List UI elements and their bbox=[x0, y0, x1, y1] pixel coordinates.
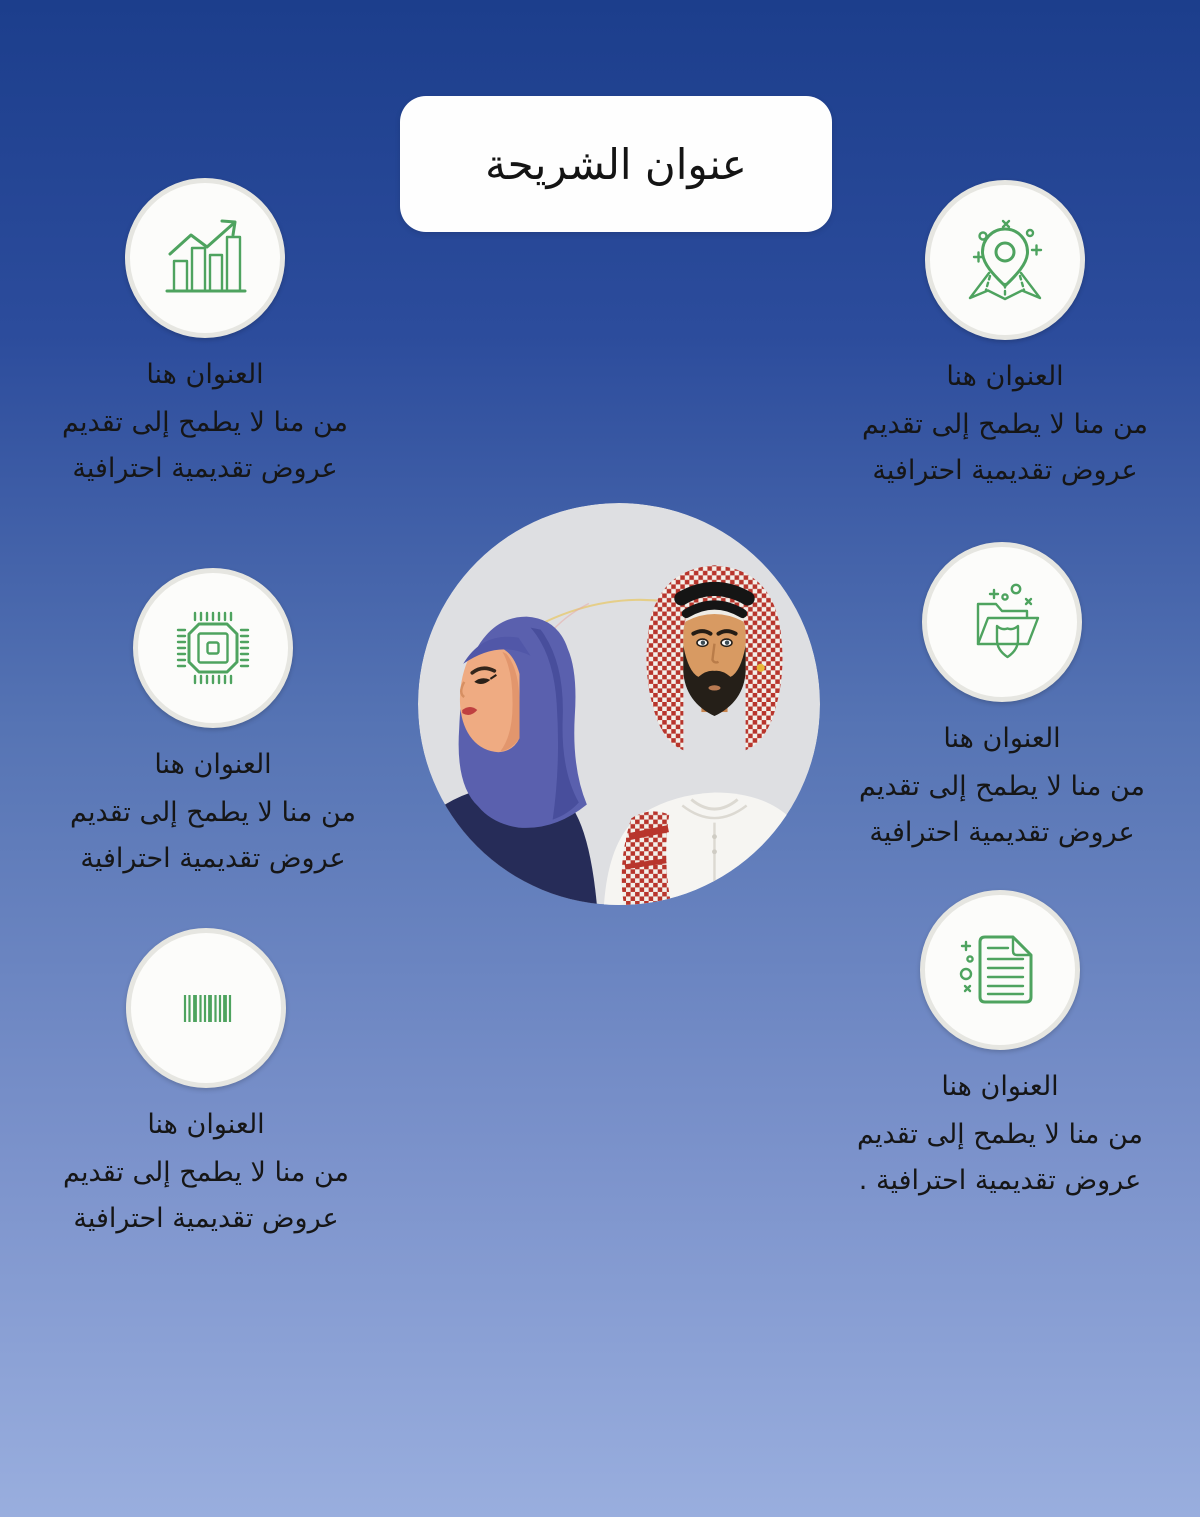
feature-body-line2: عروض تقديمية احترافية bbox=[80, 843, 346, 874]
saudi-woman-and-man-illustration-svg bbox=[418, 503, 820, 905]
feature-body-line1: من منا لا يطمح إلى تقديم bbox=[859, 771, 1145, 802]
feature-body bbox=[70, 790, 356, 882]
feature-body-line2: عروض تقديمية احترافية . bbox=[858, 1165, 1142, 1196]
feature-body bbox=[862, 402, 1148, 494]
feature-body-line2: عروض تقديمية احترافية bbox=[73, 1203, 339, 1234]
feature-body bbox=[62, 400, 348, 492]
feature-body bbox=[63, 1150, 349, 1242]
slide-title: عنوان الشريحة bbox=[485, 139, 747, 189]
feature-body bbox=[857, 1112, 1143, 1204]
feature-body-line1: من منا لا يطمح إلى تقديم bbox=[62, 407, 348, 438]
feature-body-line1: من منا لا يطمح إلى تقديم bbox=[70, 797, 356, 828]
feature-cpu-chip bbox=[33, 568, 393, 882]
feature-title: العنوان هنا bbox=[946, 361, 1064, 392]
feature-body-line1: من منا لا يطمح إلى تقديم bbox=[862, 409, 1148, 440]
feature-map-pin bbox=[825, 180, 1185, 494]
feature-folder-shield bbox=[822, 542, 1182, 856]
barcode-icon-badge bbox=[126, 928, 286, 1088]
feature-title: العنوان هنا bbox=[154, 749, 272, 780]
center-couple-illustration bbox=[418, 503, 820, 905]
feature-barcode bbox=[26, 928, 386, 1242]
feature-title: العنوان هنا bbox=[146, 359, 264, 390]
feature-document bbox=[820, 890, 1180, 1204]
feature-body-line2: عروض تقديمية احترافية bbox=[869, 817, 1135, 848]
growth-chart-icon-badge bbox=[125, 178, 285, 338]
feature-body bbox=[859, 764, 1145, 856]
feature-growth-chart bbox=[25, 178, 385, 492]
feature-title: العنوان هنا bbox=[943, 723, 1061, 754]
feature-title: العنوان هنا bbox=[941, 1071, 1059, 1102]
feature-body-line2: عروض تقديمية احترافية bbox=[72, 453, 338, 484]
document-icon-badge bbox=[920, 890, 1080, 1050]
map-pin-icon bbox=[957, 212, 1053, 308]
document-icon bbox=[952, 922, 1048, 1018]
barcode-icon bbox=[158, 960, 254, 1056]
cpu-chip-icon-badge bbox=[133, 568, 293, 728]
feature-body-line1: من منا لا يطمح إلى تقديم bbox=[63, 1157, 349, 1188]
growth-chart-icon bbox=[157, 210, 253, 306]
feature-title: العنوان هنا bbox=[147, 1109, 265, 1140]
cpu-chip-icon bbox=[165, 600, 261, 696]
feature-body-line1: من منا لا يطمح إلى تقديم bbox=[857, 1119, 1143, 1150]
slide-title-card bbox=[400, 96, 832, 232]
folder-shield-icon bbox=[954, 574, 1050, 670]
folder-shield-icon-badge bbox=[922, 542, 1082, 702]
map-pin-icon-badge bbox=[925, 180, 1085, 340]
feature-body-line2: عروض تقديمية احترافية bbox=[872, 455, 1138, 486]
